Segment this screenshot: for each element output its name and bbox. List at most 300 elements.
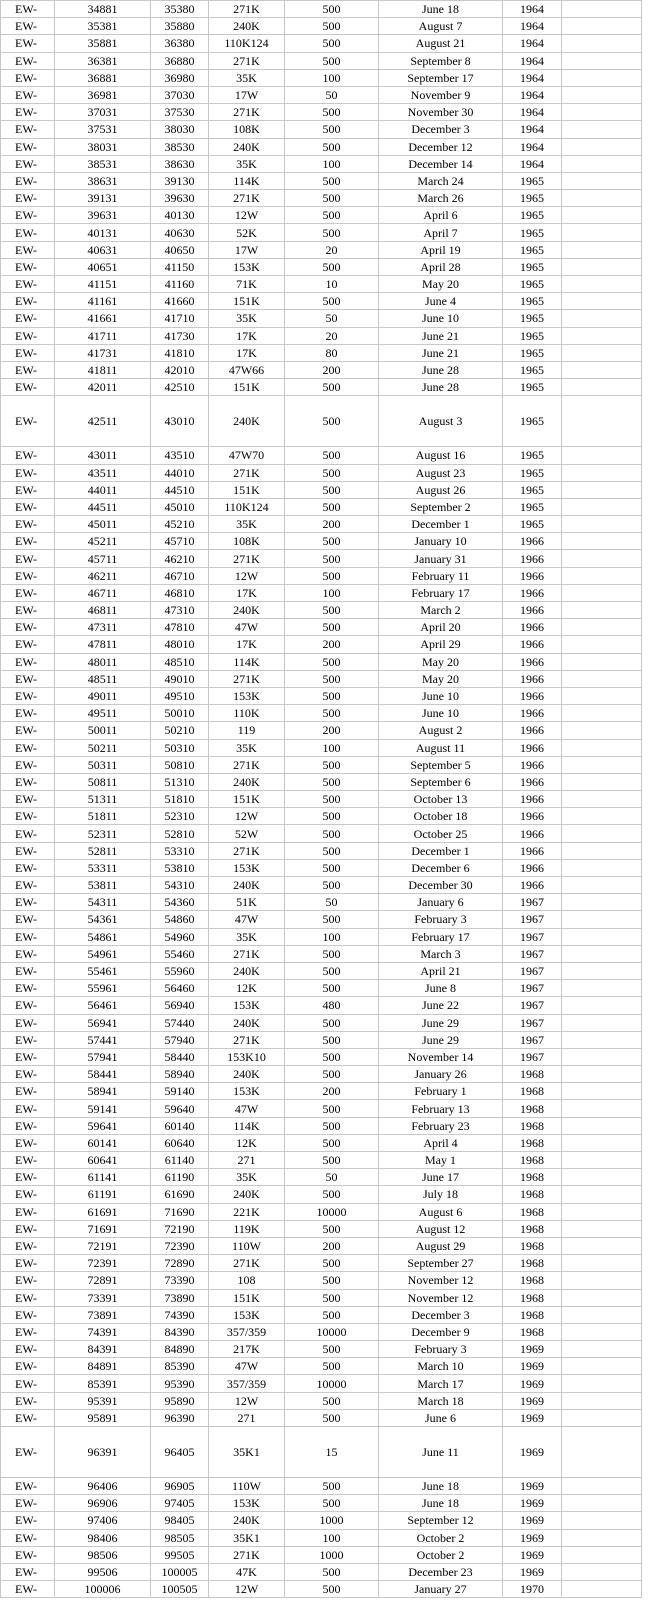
serial-end-cell: 85390 bbox=[151, 1358, 209, 1375]
prefix-cell: EW- bbox=[1, 739, 55, 756]
table-row bbox=[1, 1083, 642, 1100]
year-cell: 1964 bbox=[503, 138, 562, 155]
quantity-cell: 500 bbox=[285, 825, 379, 842]
model-cell: 271K bbox=[209, 52, 285, 69]
model-cell: 12W bbox=[209, 808, 285, 825]
table-row bbox=[1, 18, 642, 35]
serial-end-cell: 39130 bbox=[151, 172, 209, 189]
serial-start-cell: 55461 bbox=[55, 962, 151, 979]
quantity-cell: 500 bbox=[285, 447, 379, 464]
quantity-cell: 500 bbox=[285, 808, 379, 825]
prefix-cell: EW- bbox=[1, 653, 55, 670]
year-cell: 1968 bbox=[503, 1323, 562, 1340]
model-cell: 47W bbox=[209, 911, 285, 928]
serial-start-cell: 44511 bbox=[55, 498, 151, 515]
table-row bbox=[1, 1478, 642, 1495]
serial-start-cell: 61691 bbox=[55, 1203, 151, 1220]
table-row bbox=[1, 121, 642, 138]
model-cell: 47W bbox=[209, 1358, 285, 1375]
date-cell: August 7 bbox=[379, 18, 503, 35]
table-row bbox=[1, 980, 642, 997]
quantity-cell: 500 bbox=[285, 172, 379, 189]
quantity-cell: 500 bbox=[285, 379, 379, 396]
model-cell: 240K bbox=[209, 138, 285, 155]
quantity-cell: 500 bbox=[285, 1478, 379, 1495]
prefix-cell: EW- bbox=[1, 1031, 55, 1048]
empty-cell bbox=[562, 670, 642, 687]
year-cell: 1966 bbox=[503, 705, 562, 722]
prefix-cell: EW- bbox=[1, 224, 55, 241]
year-cell: 1966 bbox=[503, 619, 562, 636]
quantity-cell: 500 bbox=[285, 224, 379, 241]
year-cell: 1964 bbox=[503, 121, 562, 138]
serial-start-cell: 52811 bbox=[55, 842, 151, 859]
date-cell: November 30 bbox=[379, 104, 503, 121]
table-row bbox=[1, 1323, 642, 1340]
year-cell: 1969 bbox=[503, 1495, 562, 1512]
year-cell: 1966 bbox=[503, 773, 562, 790]
serial-start-cell: 48511 bbox=[55, 670, 151, 687]
table-row bbox=[1, 498, 642, 515]
quantity-cell: 50 bbox=[285, 86, 379, 103]
serial-end-cell: 40130 bbox=[151, 207, 209, 224]
model-cell: 47W70 bbox=[209, 447, 285, 464]
year-cell: 1968 bbox=[503, 1134, 562, 1151]
model-cell: 110K bbox=[209, 705, 285, 722]
serial-end-cell: 41730 bbox=[151, 327, 209, 344]
empty-cell bbox=[562, 121, 642, 138]
empty-cell bbox=[562, 327, 642, 344]
year-cell: 1968 bbox=[503, 1255, 562, 1272]
model-cell: 271K bbox=[209, 1255, 285, 1272]
date-cell: April 7 bbox=[379, 224, 503, 241]
serial-end-cell: 44510 bbox=[151, 481, 209, 498]
serial-end-cell: 50310 bbox=[151, 739, 209, 756]
empty-cell bbox=[562, 1495, 642, 1512]
model-cell: 271K bbox=[209, 104, 285, 121]
serial-start-cell: 55961 bbox=[55, 980, 151, 997]
year-cell: 1968 bbox=[503, 1203, 562, 1220]
quantity-cell: 500 bbox=[285, 877, 379, 894]
quantity-cell: 15 bbox=[285, 1427, 379, 1478]
table-row bbox=[1, 739, 642, 756]
prefix-cell: EW- bbox=[1, 825, 55, 842]
serial-start-cell: 72391 bbox=[55, 1255, 151, 1272]
serial-end-cell: 56940 bbox=[151, 997, 209, 1014]
model-cell: 221K bbox=[209, 1203, 285, 1220]
year-cell: 1965 bbox=[503, 379, 562, 396]
quantity-cell: 500 bbox=[285, 773, 379, 790]
prefix-cell: EW- bbox=[1, 619, 55, 636]
date-cell: March 26 bbox=[379, 190, 503, 207]
quantity-cell: 500 bbox=[285, 104, 379, 121]
empty-cell bbox=[562, 1031, 642, 1048]
year-cell: 1965 bbox=[503, 447, 562, 464]
serial-start-cell: 45211 bbox=[55, 533, 151, 550]
serial-end-cell: 46710 bbox=[151, 567, 209, 584]
serial-end-cell: 98505 bbox=[151, 1529, 209, 1546]
model-cell: 357/359 bbox=[209, 1323, 285, 1340]
table-row bbox=[1, 1186, 642, 1203]
table-row bbox=[1, 1, 642, 18]
quantity-cell: 500 bbox=[285, 481, 379, 498]
year-cell: 1964 bbox=[503, 1, 562, 18]
prefix-cell: EW- bbox=[1, 928, 55, 945]
year-cell: 1964 bbox=[503, 155, 562, 172]
quantity-cell: 500 bbox=[285, 619, 379, 636]
table-row bbox=[1, 207, 642, 224]
year-cell: 1965 bbox=[503, 327, 562, 344]
year-cell: 1969 bbox=[503, 1512, 562, 1529]
serial-end-cell: 40650 bbox=[151, 241, 209, 258]
quantity-cell: 500 bbox=[285, 1392, 379, 1409]
year-cell: 1965 bbox=[503, 241, 562, 258]
date-cell: August 21 bbox=[379, 35, 503, 52]
serial-end-cell: 41710 bbox=[151, 310, 209, 327]
model-cell: 153K10 bbox=[209, 1048, 285, 1065]
quantity-cell: 500 bbox=[285, 1117, 379, 1134]
serial-end-cell: 41660 bbox=[151, 293, 209, 310]
date-cell: December 3 bbox=[379, 121, 503, 138]
model-cell: 271K bbox=[209, 550, 285, 567]
quantity-cell: 100 bbox=[285, 155, 379, 172]
year-cell: 1967 bbox=[503, 1031, 562, 1048]
model-cell: 114K bbox=[209, 1117, 285, 1134]
empty-cell bbox=[562, 1237, 642, 1254]
prefix-cell: EW- bbox=[1, 35, 55, 52]
table-row bbox=[1, 1066, 642, 1083]
quantity-cell: 500 bbox=[285, 980, 379, 997]
year-cell: 1966 bbox=[503, 722, 562, 739]
serial-end-cell: 60640 bbox=[151, 1134, 209, 1151]
model-cell: 240K bbox=[209, 877, 285, 894]
empty-cell bbox=[562, 653, 642, 670]
prefix-cell: EW- bbox=[1, 1306, 55, 1323]
quantity-cell: 500 bbox=[285, 464, 379, 481]
serial-end-cell: 42010 bbox=[151, 361, 209, 378]
serial-end-cell: 55460 bbox=[151, 945, 209, 962]
prefix-cell: EW- bbox=[1, 1478, 55, 1495]
quantity-cell: 500 bbox=[285, 602, 379, 619]
prefix-cell: EW- bbox=[1, 894, 55, 911]
table-row bbox=[1, 276, 642, 293]
quantity-cell: 500 bbox=[285, 1495, 379, 1512]
table-row bbox=[1, 1152, 642, 1169]
serial-end-cell: 56460 bbox=[151, 980, 209, 997]
prefix-cell: EW- bbox=[1, 550, 55, 567]
serial-start-cell: 53311 bbox=[55, 859, 151, 876]
quantity-cell: 500 bbox=[285, 670, 379, 687]
year-cell: 1966 bbox=[503, 859, 562, 876]
date-cell: March 10 bbox=[379, 1358, 503, 1375]
serial-start-cell: 84891 bbox=[55, 1358, 151, 1375]
table-row bbox=[1, 1134, 642, 1151]
date-cell: October 18 bbox=[379, 808, 503, 825]
quantity-cell: 20 bbox=[285, 327, 379, 344]
year-cell: 1965 bbox=[503, 516, 562, 533]
year-cell: 1966 bbox=[503, 670, 562, 687]
table-row bbox=[1, 104, 642, 121]
serial-start-cell: 43011 bbox=[55, 447, 151, 464]
model-cell: 35K bbox=[209, 310, 285, 327]
date-cell: May 20 bbox=[379, 276, 503, 293]
model-cell: 71K bbox=[209, 276, 285, 293]
empty-cell bbox=[562, 18, 642, 35]
prefix-cell: EW- bbox=[1, 52, 55, 69]
serial-start-cell: 53811 bbox=[55, 877, 151, 894]
prefix-cell: EW- bbox=[1, 1100, 55, 1117]
quantity-cell: 500 bbox=[285, 567, 379, 584]
table-row bbox=[1, 86, 642, 103]
date-cell: January 10 bbox=[379, 533, 503, 550]
prefix-cell: EW- bbox=[1, 1186, 55, 1203]
year-cell: 1968 bbox=[503, 1186, 562, 1203]
quantity-cell: 500 bbox=[285, 550, 379, 567]
date-cell: March 3 bbox=[379, 945, 503, 962]
serial-end-cell: 71690 bbox=[151, 1203, 209, 1220]
model-cell: 153K bbox=[209, 997, 285, 1014]
year-cell: 1965 bbox=[503, 344, 562, 361]
serial-start-cell: 47311 bbox=[55, 619, 151, 636]
serial-start-cell: 36881 bbox=[55, 69, 151, 86]
serial-start-cell: 59141 bbox=[55, 1100, 151, 1117]
serial-end-cell: 50810 bbox=[151, 756, 209, 773]
serial-start-cell: 37031 bbox=[55, 104, 151, 121]
serial-end-cell: 61140 bbox=[151, 1152, 209, 1169]
date-cell: April 20 bbox=[379, 619, 503, 636]
serial-end-cell: 41150 bbox=[151, 258, 209, 275]
quantity-cell: 500 bbox=[285, 258, 379, 275]
table-row bbox=[1, 602, 642, 619]
prefix-cell: EW- bbox=[1, 121, 55, 138]
table-row bbox=[1, 791, 642, 808]
empty-cell bbox=[562, 1272, 642, 1289]
prefix-cell: EW- bbox=[1, 584, 55, 601]
table-row bbox=[1, 670, 642, 687]
model-cell: 35K bbox=[209, 69, 285, 86]
serial-end-cell: 98405 bbox=[151, 1512, 209, 1529]
serial-start-cell: 46211 bbox=[55, 567, 151, 584]
empty-cell bbox=[562, 361, 642, 378]
year-cell: 1965 bbox=[503, 172, 562, 189]
serial-end-cell: 59640 bbox=[151, 1100, 209, 1117]
serial-end-cell: 97405 bbox=[151, 1495, 209, 1512]
quantity-cell: 500 bbox=[285, 1563, 379, 1580]
empty-cell bbox=[562, 842, 642, 859]
serial-end-cell: 52310 bbox=[151, 808, 209, 825]
table-row bbox=[1, 1237, 642, 1254]
quantity-cell: 500 bbox=[285, 1152, 379, 1169]
date-cell: May 20 bbox=[379, 653, 503, 670]
table-body bbox=[1, 1, 642, 1598]
model-cell: 108 bbox=[209, 1272, 285, 1289]
serial-end-cell: 46210 bbox=[151, 550, 209, 567]
model-cell: 17K bbox=[209, 636, 285, 653]
quantity-cell: 1000 bbox=[285, 1546, 379, 1563]
serial-end-cell: 41810 bbox=[151, 344, 209, 361]
quantity-cell: 100 bbox=[285, 739, 379, 756]
year-cell: 1966 bbox=[503, 808, 562, 825]
empty-cell bbox=[562, 962, 642, 979]
table-row bbox=[1, 653, 642, 670]
serial-end-cell: 35880 bbox=[151, 18, 209, 35]
date-cell: June 29 bbox=[379, 1014, 503, 1031]
year-cell: 1967 bbox=[503, 911, 562, 928]
empty-cell bbox=[562, 859, 642, 876]
prefix-cell: EW- bbox=[1, 1323, 55, 1340]
empty-cell bbox=[562, 945, 642, 962]
serial-start-cell: 95391 bbox=[55, 1392, 151, 1409]
date-cell: August 6 bbox=[379, 1203, 503, 1220]
serial-end-cell: 45710 bbox=[151, 533, 209, 550]
model-cell: 153K bbox=[209, 1495, 285, 1512]
model-cell: 108K bbox=[209, 533, 285, 550]
prefix-cell: EW- bbox=[1, 1358, 55, 1375]
date-cell: June 4 bbox=[379, 293, 503, 310]
model-cell: 52W bbox=[209, 825, 285, 842]
serial-start-cell: 96906 bbox=[55, 1495, 151, 1512]
serial-end-cell: 54860 bbox=[151, 911, 209, 928]
prefix-cell: EW- bbox=[1, 980, 55, 997]
prefix-cell: EW- bbox=[1, 276, 55, 293]
table-row bbox=[1, 808, 642, 825]
model-cell: 240K bbox=[209, 1014, 285, 1031]
prefix-cell: EW- bbox=[1, 498, 55, 515]
model-cell: 153K bbox=[209, 1083, 285, 1100]
date-cell: September 6 bbox=[379, 773, 503, 790]
model-cell: 119K bbox=[209, 1220, 285, 1237]
empty-cell bbox=[562, 241, 642, 258]
serial-end-cell: 72190 bbox=[151, 1220, 209, 1237]
table-row bbox=[1, 1409, 642, 1426]
prefix-cell: EW- bbox=[1, 791, 55, 808]
model-cell: 12W bbox=[209, 1392, 285, 1409]
year-cell: 1966 bbox=[503, 687, 562, 704]
quantity-cell: 500 bbox=[285, 138, 379, 155]
date-cell: February 1 bbox=[379, 1083, 503, 1100]
year-cell: 1964 bbox=[503, 86, 562, 103]
prefix-cell: EW- bbox=[1, 293, 55, 310]
prefix-cell: EW- bbox=[1, 1375, 55, 1392]
model-cell: 17K bbox=[209, 344, 285, 361]
empty-cell bbox=[562, 310, 642, 327]
prefix-cell: EW- bbox=[1, 379, 55, 396]
date-cell: March 18 bbox=[379, 1392, 503, 1409]
quantity-cell: 500 bbox=[285, 687, 379, 704]
table-row bbox=[1, 687, 642, 704]
empty-cell bbox=[562, 619, 642, 636]
empty-cell bbox=[562, 567, 642, 584]
serial-end-cell: 49010 bbox=[151, 670, 209, 687]
empty-cell bbox=[562, 481, 642, 498]
empty-cell bbox=[562, 1083, 642, 1100]
serial-end-cell: 47310 bbox=[151, 602, 209, 619]
empty-cell bbox=[562, 1014, 642, 1031]
year-cell: 1965 bbox=[503, 361, 562, 378]
model-cell: 151K bbox=[209, 791, 285, 808]
prefix-cell: EW- bbox=[1, 1289, 55, 1306]
prefix-cell: EW- bbox=[1, 207, 55, 224]
year-cell: 1966 bbox=[503, 756, 562, 773]
serial-start-cell: 74391 bbox=[55, 1323, 151, 1340]
year-cell: 1966 bbox=[503, 825, 562, 842]
prefix-cell: EW- bbox=[1, 241, 55, 258]
serial-start-cell: 37531 bbox=[55, 121, 151, 138]
date-cell: December 1 bbox=[379, 516, 503, 533]
date-cell: September 27 bbox=[379, 1255, 503, 1272]
empty-cell bbox=[562, 52, 642, 69]
table-row bbox=[1, 361, 642, 378]
date-cell: February 13 bbox=[379, 1100, 503, 1117]
serial-end-cell: 40630 bbox=[151, 224, 209, 241]
table-row bbox=[1, 1427, 642, 1478]
table-row bbox=[1, 1392, 642, 1409]
prefix-cell: EW- bbox=[1, 1581, 55, 1598]
serial-start-cell: 47811 bbox=[55, 636, 151, 653]
date-cell: March 24 bbox=[379, 172, 503, 189]
serial-end-cell: 43510 bbox=[151, 447, 209, 464]
prefix-cell: EW- bbox=[1, 1529, 55, 1546]
date-cell: April 19 bbox=[379, 241, 503, 258]
prefix-cell: EW- bbox=[1, 687, 55, 704]
year-cell: 1968 bbox=[503, 1169, 562, 1186]
prefix-cell: EW- bbox=[1, 1169, 55, 1186]
prefix-cell: EW- bbox=[1, 1341, 55, 1358]
serial-start-cell: 38531 bbox=[55, 155, 151, 172]
year-cell: 1968 bbox=[503, 1272, 562, 1289]
empty-cell bbox=[562, 1581, 642, 1598]
model-cell: 35K bbox=[209, 516, 285, 533]
serial-end-cell: 59140 bbox=[151, 1083, 209, 1100]
serial-start-cell: 50011 bbox=[55, 722, 151, 739]
quantity-cell: 10000 bbox=[285, 1375, 379, 1392]
year-cell: 1966 bbox=[503, 842, 562, 859]
date-cell: December 30 bbox=[379, 877, 503, 894]
quantity-cell: 500 bbox=[285, 1409, 379, 1426]
table-row bbox=[1, 396, 642, 447]
serial-start-cell: 40631 bbox=[55, 241, 151, 258]
quantity-cell: 500 bbox=[285, 705, 379, 722]
quantity-cell: 100 bbox=[285, 928, 379, 945]
prefix-cell: EW- bbox=[1, 911, 55, 928]
table-row bbox=[1, 928, 642, 945]
quantity-cell: 100 bbox=[285, 69, 379, 86]
model-cell: 47W bbox=[209, 619, 285, 636]
serial-start-cell: 100006 bbox=[55, 1581, 151, 1598]
serial-start-cell: 73891 bbox=[55, 1306, 151, 1323]
year-cell: 1965 bbox=[503, 293, 562, 310]
empty-cell bbox=[562, 207, 642, 224]
model-cell: 151K bbox=[209, 1289, 285, 1306]
date-cell: November 9 bbox=[379, 86, 503, 103]
serial-end-cell: 45010 bbox=[151, 498, 209, 515]
empty-cell bbox=[562, 997, 642, 1014]
serial-start-cell: 46811 bbox=[55, 602, 151, 619]
empty-cell bbox=[562, 155, 642, 172]
model-cell: 35K bbox=[209, 739, 285, 756]
table-row bbox=[1, 1529, 642, 1546]
table-row bbox=[1, 1546, 642, 1563]
table-row bbox=[1, 1031, 642, 1048]
model-cell: 271K bbox=[209, 1, 285, 18]
serial-end-cell: 58940 bbox=[151, 1066, 209, 1083]
prefix-cell: EW- bbox=[1, 1546, 55, 1563]
model-cell: 17W bbox=[209, 241, 285, 258]
year-cell: 1964 bbox=[503, 18, 562, 35]
model-cell: 240K bbox=[209, 18, 285, 35]
prefix-cell: EW- bbox=[1, 1392, 55, 1409]
year-cell: 1967 bbox=[503, 962, 562, 979]
